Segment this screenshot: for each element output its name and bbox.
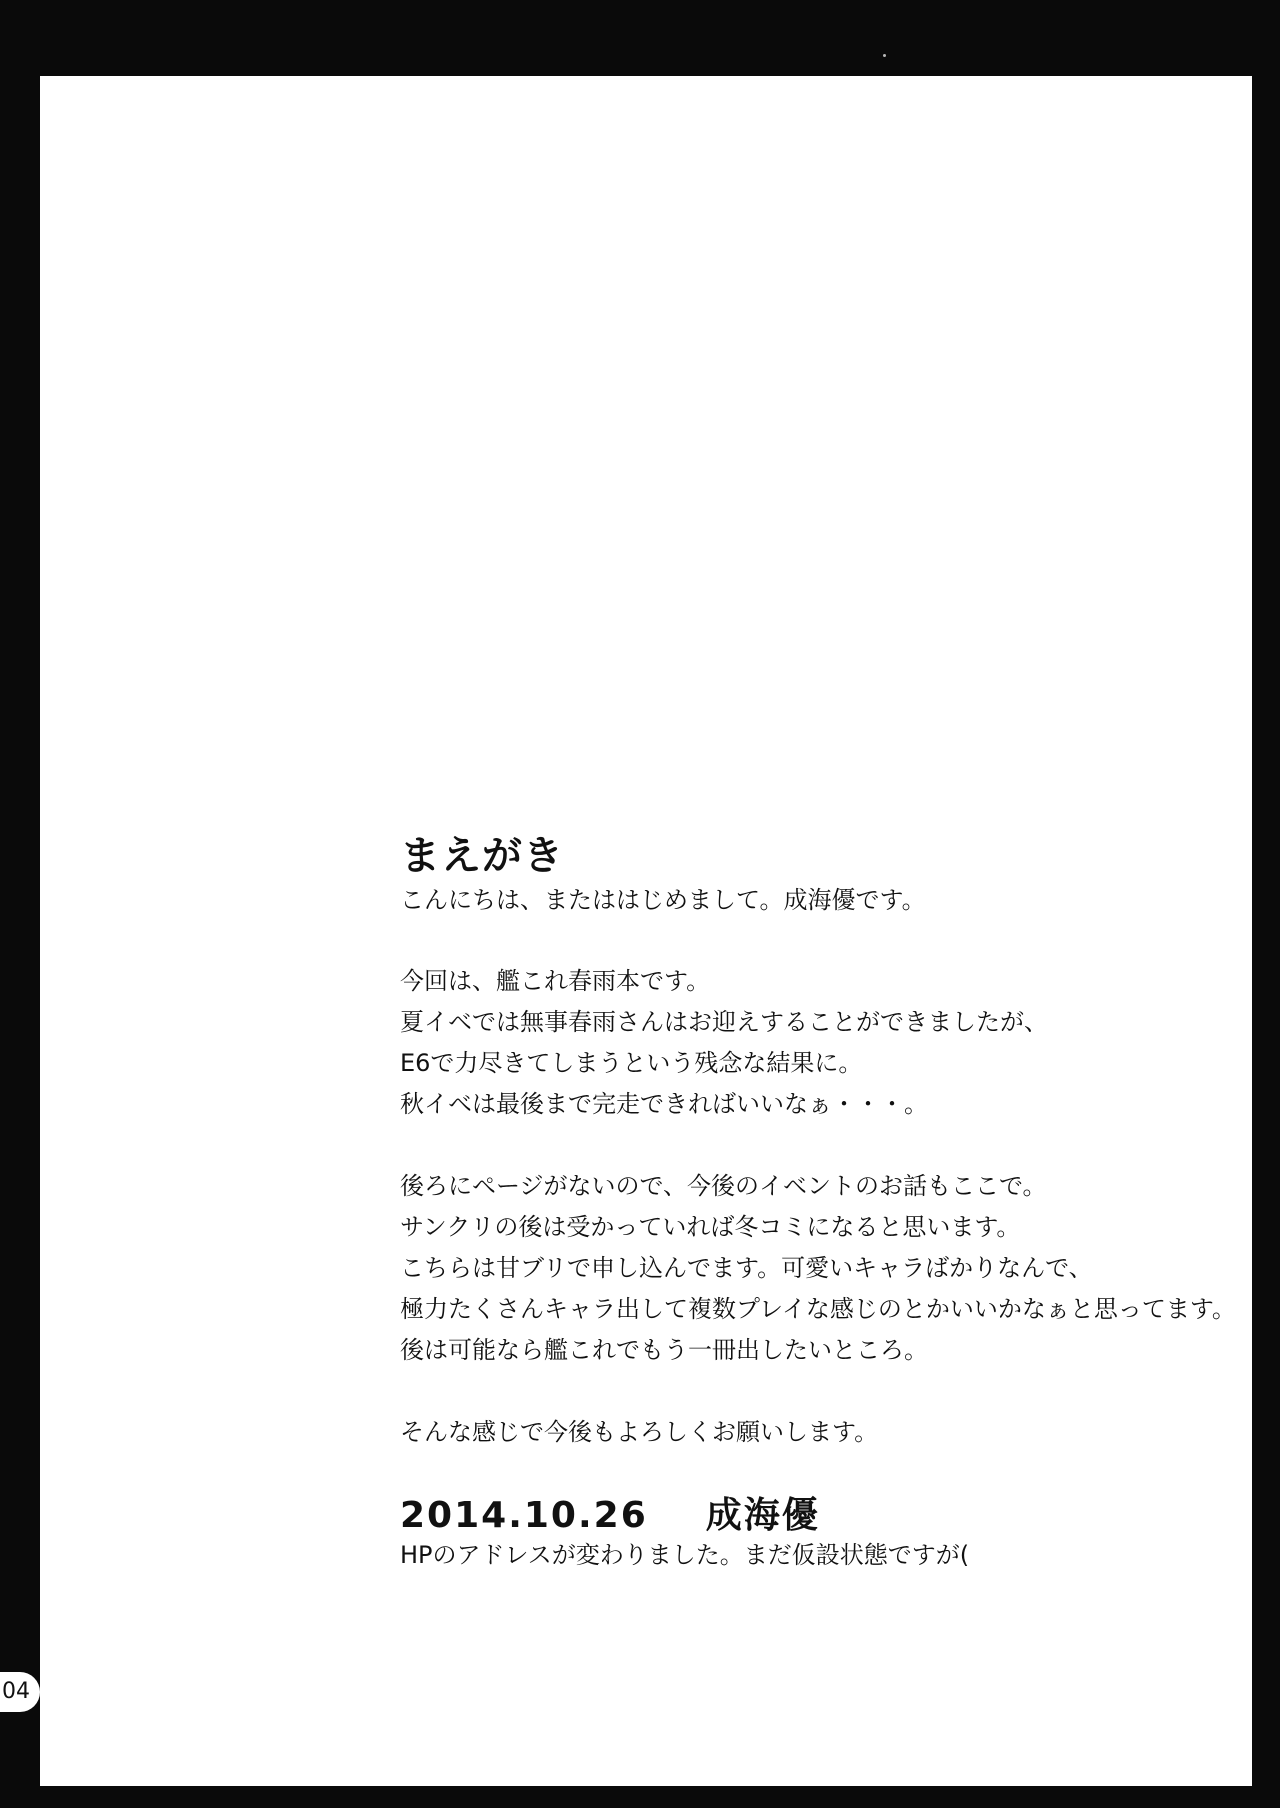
signature-author: 成海優	[705, 1495, 820, 1536]
page-number: 04	[0, 1672, 40, 1712]
paragraph-1-line: 夏イベでは無事春雨さんはお迎えすることができましたが、	[400, 1008, 1048, 1036]
signature	[400, 1493, 1220, 1539]
page-paper	[40, 76, 1252, 1786]
preface-heading: まえがき	[400, 833, 564, 879]
paragraph-1-line: E6で力尽きてしまうという残念な結果に。	[400, 1049, 863, 1077]
paragraph-spacer	[400, 920, 1220, 961]
address-change-note: HPのアドレスが変わりました。まだ仮設状態ですが(	[400, 1541, 970, 1569]
paragraph-1	[400, 961, 1220, 1125]
paragraph-1-line: 今回は、艦これ春雨本です。	[400, 967, 711, 995]
paragraph-2-line: 後ろにページがないので、今後のイベントのお話もここで。	[400, 1172, 1047, 1200]
closing-line: そんな感じで今後もよろしくお願いします。	[400, 1418, 879, 1446]
signature-date: 2014.10.26	[400, 1495, 648, 1536]
preface-block	[400, 832, 1236, 1571]
paragraph-2-line: 極力たくさんキャラ出して複数プレイな感じのとかいいかなぁと思ってます。	[400, 1295, 1236, 1323]
paragraph-2-line: こちらは甘ブリで申し込んでます。可愛いキャラばかりなんで、	[400, 1254, 1093, 1282]
paragraph-1-line: 秋イベは最後まで完走できればいいなぁ・・・。	[400, 1090, 928, 1118]
paragraph-spacer	[400, 1371, 1220, 1412]
paragraph-2	[400, 1166, 1236, 1371]
paragraph-2-line: 後は可能なら艦これでもう一冊出したいところ。	[400, 1336, 928, 1364]
paragraph-2-line: サンクリの後は受かっていれば冬コミになると思います。	[400, 1213, 1021, 1241]
scan-speck	[883, 54, 886, 57]
paragraph-spacer	[400, 1125, 1220, 1166]
greeting-line: こんにちは、またははじめまして。成海優です。	[400, 886, 926, 914]
